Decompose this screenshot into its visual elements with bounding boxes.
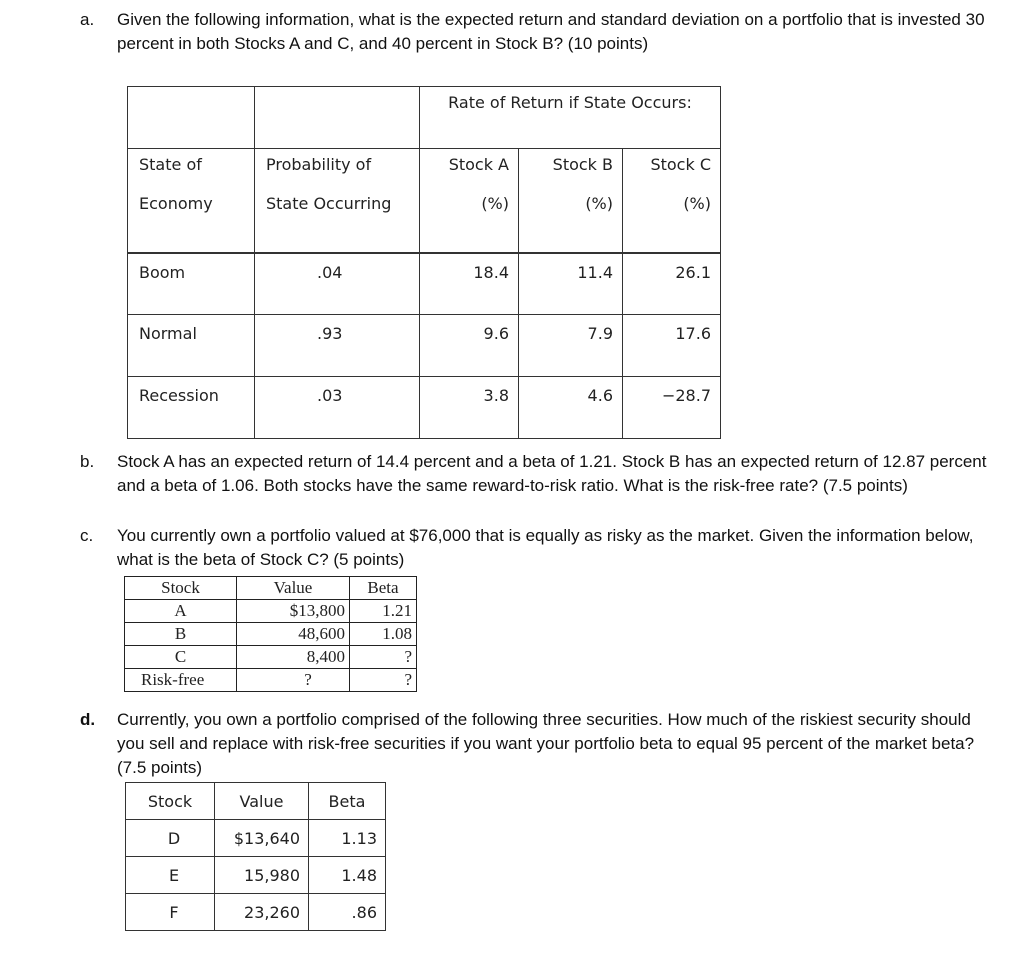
table-row [126,894,386,931]
col-header-state: State of Economy [128,149,255,253]
question-b-text: Stock A has an expected return of 14.4 percent and a beta of 1.21. Stock B has an expected return of 12.87 percent and a beta of 1.06. Both stocks have the same reward-to-risk ratio. What is the risk-free rate? (7.5 points) [117,452,987,495]
question-d-text: Currently, you own a portfolio comprised of the following three securities. How much of the riskiest security should you sell and replace with risk-free securities if you want your portfolio beta to equal 95 percent of the market beta?(7.5 points) [117,710,975,777]
beta-cell: 1.13 [309,820,386,857]
state-cell: Normal [128,315,255,377]
table-row [128,315,721,377]
table-row [128,253,721,315]
stock-cell: Risk-free [125,669,237,692]
question-b-label: b. [80,452,95,471]
question-c-label: c. [80,526,94,545]
probability-cell: .03 [255,377,420,439]
stock-cell: D [126,820,215,857]
stock-cell: F [126,894,215,931]
stock-cell: B [125,623,237,646]
value-cell: ? [237,669,350,692]
value-cell: $13,800 [237,600,350,623]
value-cell: 23,260 [215,894,309,931]
table-header-row [126,783,386,820]
stock-a-cell: 9.6 [420,315,519,377]
value-cell: 15,980 [215,857,309,894]
value-cell: 48,600 [237,623,350,646]
beta-cell: 1.08 [350,623,417,646]
stock-cell: C [125,646,237,669]
col-header-beta: Beta [309,783,386,820]
table-row [125,623,417,646]
col-header-value: Value [237,577,350,600]
empty-header-cell [255,87,420,149]
stock-c-cell: −28.7 [623,377,721,439]
col-header-stock-c: Stock C (%) [623,149,721,253]
stock-c-cell: 26.1 [623,253,721,315]
stock-cell: E [126,857,215,894]
table-row [126,857,386,894]
value-cell: $13,640 [215,820,309,857]
probability-cell: .93 [255,315,420,377]
state-cell: Recession [128,377,255,439]
value-cell: 8,400 [237,646,350,669]
empty-header-cell [128,87,255,149]
table-row [125,646,417,669]
col-header-value: Value [215,783,309,820]
beta-table-c [124,576,417,692]
beta-table-d [125,782,386,931]
table-row [128,377,721,439]
beta-cell: 1.48 [309,857,386,894]
beta-cell: ? [350,669,417,692]
table-row [125,669,417,692]
beta-cell: ? [350,646,417,669]
question-a-label: a. [80,10,95,29]
col-header-stock: Stock [125,577,237,600]
table-row [125,600,417,623]
question-a-text: Given the following information, what is the expected return and standard deviation on a portfolio that is invested 30 percent in both Stocks A and C, and 40 percent in Stock B? (10 points) [117,10,985,53]
stock-cell: A [125,600,237,623]
group-header: Rate of Return if State Occurs: [420,87,721,149]
returns-table [127,86,721,439]
beta-cell: 1.21 [350,600,417,623]
col-header-probability: Probability of State Occurring [255,149,420,253]
stock-b-cell: 4.6 [519,377,623,439]
stock-b-cell: 7.9 [519,315,623,377]
table-header-row [125,577,417,600]
table-row [126,820,386,857]
question-d-label: d. [80,710,96,729]
probability-cell: .04 [255,253,420,315]
stock-c-cell: 17.6 [623,315,721,377]
stock-b-cell: 11.4 [519,253,623,315]
stock-a-cell: 18.4 [420,253,519,315]
col-header-stock: Stock [126,783,215,820]
col-header-stock-b: Stock B (%) [519,149,623,253]
state-cell: Boom [128,253,255,315]
question-c-text: You currently own a portfolio valued at $76,000 that is equally as risky as the market. Given the information below, what is the beta of Stock C? (5 points) [117,526,974,569]
beta-cell: .86 [309,894,386,931]
stock-a-cell: 3.8 [420,377,519,439]
col-header-beta: Beta [350,577,417,600]
col-header-stock-a: Stock A (%) [420,149,519,253]
